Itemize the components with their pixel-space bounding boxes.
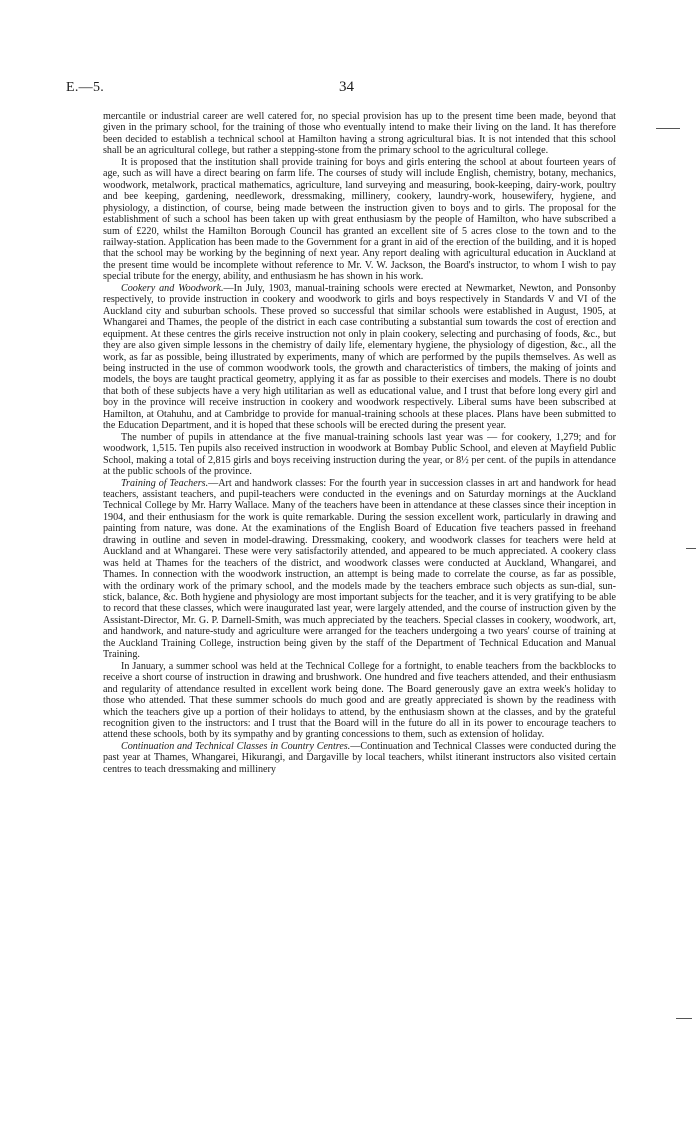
body-text xyxy=(103,111,616,775)
paragraph-2 xyxy=(103,157,616,283)
document-reference: E.—5. xyxy=(66,80,105,95)
paragraph-text: —Art and handwork classes: For the fourth year in succession classes in art and handwork for head teachers, assistant teachers, and pupil-teachers were conducted in the evenings and on Saturday mornings at the Auckland Technical College by Mr. Harry Wallace. Many of the teachers have been in attendance at these classes since their inception in 1904, and their enthusiasm for the work is quite remarkable. During the session excellent work, particularly in drawing and painting from nature, was done. At the examinations of the English Board of Education five teachers passed in freehand drawing in outline and seven in model-drawing. Dressmaking, cookery, and woodwork classes for teachers were held at Auckland and at Whangarei. These were very satisfactorily attended, and appeared to be much appreciated. A cookery class was held at Thames for the teachers of the district, and woodwork classes were conducted at Auckland, Whangarei, and Thames. In connection with the woodwork instruction, an attempt is being made to correlate the course, as far as possible, with the ordinary work of the primary school, and the models made by the teachers embrace such objects as sun-dial, sun-stick, balance, &c. Both hygiene and physiology are most important subjects for the teacher, and it is very gratifying to be able to record that these classes, which were inaugurated last year, were largely attended, and the course of instruction given by the Assistant-Director, Mr. G. P. Darnell-Smith, was much appreciated by the teachers. Special classes in cookery, woodwork, art, and handwork, and nature-study and agriculture were arranged for the teachers undergoing a two years' course of training at the Auckland Training College, instruction being given by the staff of the Department of Technical Education and Manual Training. xyxy=(103,477,616,661)
section-heading-continuation-classes: Continuation and Technical Classes in Country Centres. xyxy=(121,740,351,752)
margin-mark xyxy=(676,1018,692,1019)
margin-mark xyxy=(656,128,680,129)
paragraph-1 xyxy=(103,111,616,157)
paragraph-attendance xyxy=(103,432,616,478)
paragraph-continuation-classes xyxy=(103,741,616,775)
paragraph-text: The number of pupils in attendance at the five manual-training schools last year was — for cookery, 1,279; and for woodwork, 1,515. Ten pupils also received instruction in woodwork at Bombay Public School, and eleven at Mayfield Public School, making a total of 2,815 girls and boys receiving instruction during the year, or 8½ per cent. of the pupils in attendance at the public schools of the province. xyxy=(103,431,616,478)
section-heading-training-of-teachers: Training of Teachers. xyxy=(121,477,209,489)
page-number: 34 xyxy=(339,79,354,95)
paragraph-summer-school xyxy=(103,661,616,741)
paragraph-text: It is proposed that the institution shall provide training for boys and girls entering the school at about fourteen years of age, such as will have a direct bearing on farm life. The courses of study will include English, chemistry, botany, mechanics, woodwork, metalwork, practical mathematics, agriculture, land surveying and measuring, book-keeping, dairy-work, poultry and bee keeping, gardening, needlework, dressmaking, millinery, cookery, laundry-work, housewifery, hygiene, and physiology, a distinction, of course, being made between the instruction given to boys and to girls. The proposal for the establishment of such a school has been taken up with great enthusiasm by the people of Hamilton, who have subscribed a sum of £220, whilst the Hamilton Borough Council has granted an excellent site of 5 acres close to the town and to the railway-station. Application has been made to the Government for a grant in aid of the erection of the building, and it is hoped that the school may be working by the beginning of next year. Any report dealing with agricultural education in Auckland at the present time would be incomplete without reference to Mr. V. W. Jackson, the Board's instructor, to whom I wish to pay special tribute for the energy, ability, and enthusiasm he has shown in his work. xyxy=(103,156,616,283)
paragraph-text: In January, a summer school was held at the Technical College for a fortnight, to enable teachers from the backblocks to receive a short course of instruction in drawing and brushwork. One hundred and five teachers attended, and their enthusiasm and regularity of attendance resulted in excellent work being done. The Board generously gave an extra week's holiday to those who attended. That these summer schools do much good and are greatly appreciated is shown by the readiness with which the teachers give up a portion of their holidays to attend, by the enthusiasm shown at the classes, and by the grateful recognition given to the instructors: and I trust that the Board will in the future do all in its power to encourage teachers to attend these schools, both by its sympathy and by granting concessions to them, such as extension of holiday. xyxy=(103,660,616,741)
paragraph-text: —In July, 1903, manual-training schools were erected at Newmarket, Newton, and Ponsonby respectively, to provide instruction in cookery and woodwork to girls and boys respectively in Standards V and VI of the Auckland city and suburban schools. These proved so successful that similar schools were established in August, 1905, at Whangarei and Thames, the people of the district in each case contributing a substantial sum towards the cost of erection and equipment. At these centres the girls receive instruction not only in plain cookery, selecting and purchasing of foods, &c., but they are also given simple lessons in the chemistry of daily life, elementary hygiene, the physiology of digestion, &c., all the work, as far as possible, being illustrated by experiments, many of which are performed by the pupils themselves. As well as being instructed in the use of common woodwork tools, the growth and characteristics of timbers, the making of joints and models, the boys are taught practical geometry, applying it as far as possible to their exercises and models. There is no doubt that both of these subjects have a very high utilitarian as well as educational value, and I trust that before long every girl and boy in the province will receive instruction in cookery and woodwork respectively. Liberal sums have been subscribed at Hamilton, at Otahuhu, and at Cambridge to provide for manual-training schools at these places. Plans have been submitted to the Education Department, and it is hoped that these schools will be erected during the present year. xyxy=(103,282,616,432)
margin-mark xyxy=(686,548,696,549)
paragraph-training-of-teachers xyxy=(103,478,616,661)
paragraph-text: mercantile or industrial career are well catered for, no special provision has up to the present time been made, beyond that given in the primary school, for the training of those who eventually intend to make their living on the land. It has therefore been decided to establish a technical school at Hamilton having a strong agricultural bias. It is not intended that this school shall be an agricultural college, but rather a stepping-stone from the primary school to the agricultural college. xyxy=(103,111,616,157)
paragraph-text: —Continuation and Technical Classes were conducted during the past year at Thames, Whangarei, Hikurangi, and Dargaville by local teachers, whilst itinerant instructors also visited certain centres to teach dressmaking and millinery xyxy=(103,740,616,775)
paragraph-cookery-woodwork xyxy=(103,283,616,432)
section-heading-cookery-woodwork: Cookery and Woodwork. xyxy=(121,282,224,294)
